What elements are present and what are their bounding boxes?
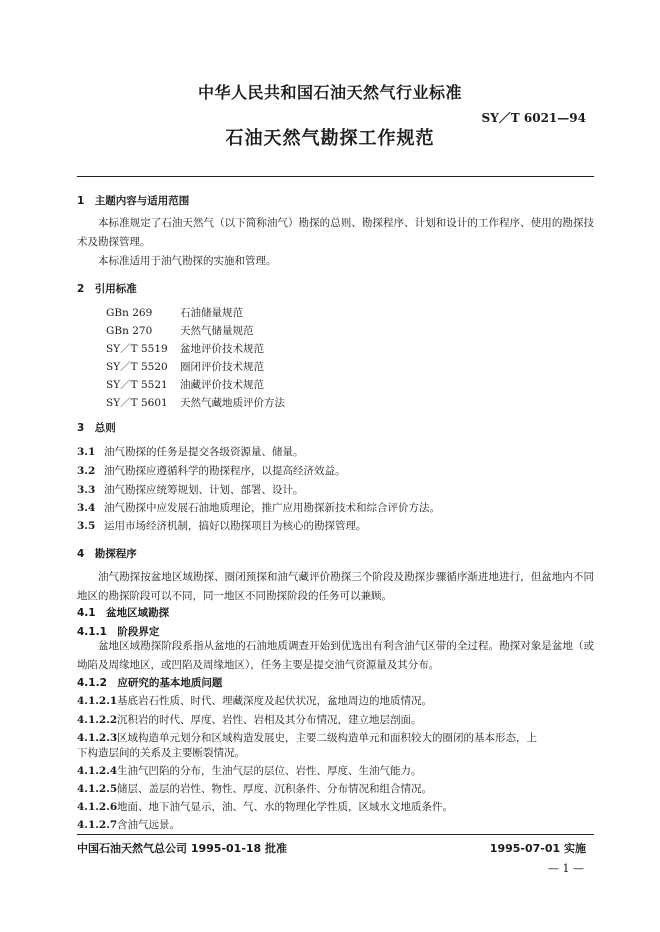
section-1-paragraph-2: 本标准适用于油气勘探的实施和管理。 <box>98 255 277 267</box>
clause-3-3: 3.3 油气勘探应统筹规划、计划、部署、设计。 <box>77 484 304 496</box>
document-title: 石油天然气勘探工作规范 <box>225 128 435 149</box>
clause-3-2: 3.2 油气勘探应遵循科学的勘探程序，以提高经济效益。 <box>77 465 346 477</box>
subsection-4-1-1-heading: 4.1.1 阶段界定 <box>77 626 160 638</box>
section-4-heading: 4 勘探程序 <box>77 548 137 560</box>
clause-3-4: 3.4 油气勘探中应发展石油地质理论，推广应用勘探新技术和综合评价方法。 <box>77 502 440 514</box>
clause-4-1-2-2: 4.1.2.2沉积岩的时代、厚度、岩性、岩相及其分布情况，建立地层剖面。 <box>77 714 422 726</box>
clause-4-1-2-3-continuation: 下构造层间的关系及主要断裂情况。 <box>77 747 245 759</box>
reference-item: SY／T 5521 油藏评价技术规范 <box>106 379 264 391</box>
standard-category-title: 中华人民共和国石油天然气行业标准 <box>197 83 462 102</box>
section-1-heading: 1 主题内容与适用范围 <box>77 195 190 207</box>
clause-3-1: 3.1 油气勘探的任务是提交各级资源量、储量。 <box>77 446 304 458</box>
standard-code: SY／T 6021—94 <box>481 111 586 125</box>
clause-4-1-2-6: 4.1.2.6地面、地下油气显示，油、气、水的物理化学性质，区域水文地质条件。 <box>77 801 453 813</box>
section-1-paragraph-1: 本标准规定了石油天然气（以下简称油气）勘探的总则、勘探程序、计划和设计的工作程序、使用的勘探技术及勘探管理。 <box>77 217 594 248</box>
clause-3-5: 3.5 运用市场经济机制，搞好以勘探项目为核心的勘探管理。 <box>77 520 367 532</box>
header-rule <box>77 176 594 177</box>
subsection-4-1-1-paragraph: 盆地区域勘探阶段系指从盆地的石油地质调查开始到优选出有利含油气区带的全过程。勘探对象是盆地（或坳陷及周缘地区，或凹陷及周缘地区），任务主要是提交油气资源量及其分布。 <box>77 640 594 671</box>
section-2-heading: 2 引用标准 <box>77 283 137 295</box>
approval-line: 中国石油天然气总公司 1995-01-18 批准 <box>77 842 288 855</box>
page-number: — 1 — <box>548 862 584 875</box>
clause-4-1-2-3: 4.1.2.3区域构造单元划分和区域构造发展史，主要二级构造单元和面积较大的圈闭的基本形态，上 <box>77 732 537 744</box>
subsection-4-1-heading: 4.1 盆地区域勘探 <box>77 607 170 619</box>
section-4-paragraph: 油气勘探按盆地区域勘探、圈闭预探和油气藏评价勘探三个阶段及勘探步骤循序渐进地进行，但盆地内不同地区的勘探阶段可以不同，同一地区不同勘探阶段的任务可以兼顾。 <box>77 571 594 602</box>
reference-item: GBn 269 石油储量规范 <box>106 307 243 319</box>
clause-4-1-2-5: 4.1.2.5储层、盖层的岩性、物性、厚度、沉积条件、分布情况和组合情况。 <box>77 783 432 795</box>
reference-item: SY／T 5520 圈闭评价技术规范 <box>106 361 264 373</box>
reference-item: SY／T 5519 盆地评价技术规范 <box>106 343 264 355</box>
footer-rule <box>77 834 594 835</box>
reference-item: GBn 270 天然气储量规范 <box>106 325 254 337</box>
effective-date: 1995-07-01 实施 <box>489 842 586 855</box>
clause-4-1-2-4: 4.1.2.4生油气凹陷的分布，生油气层的层位、岩性、厚度、生油气能力。 <box>77 765 422 777</box>
reference-item: SY／T 5601 天然气藏地质评价方法 <box>106 397 285 409</box>
subsection-4-1-2-heading: 4.1.2 应研究的基本地质问题 <box>77 677 223 689</box>
section-3-heading: 3 总则 <box>77 422 116 434</box>
clause-4-1-2-7: 4.1.2.7含油气远景。 <box>77 819 180 831</box>
clause-4-1-2-1: 4.1.2.1基底岩石性质、时代、埋藏深度及起伏状况，盆地周边的地质情况。 <box>77 695 432 707</box>
